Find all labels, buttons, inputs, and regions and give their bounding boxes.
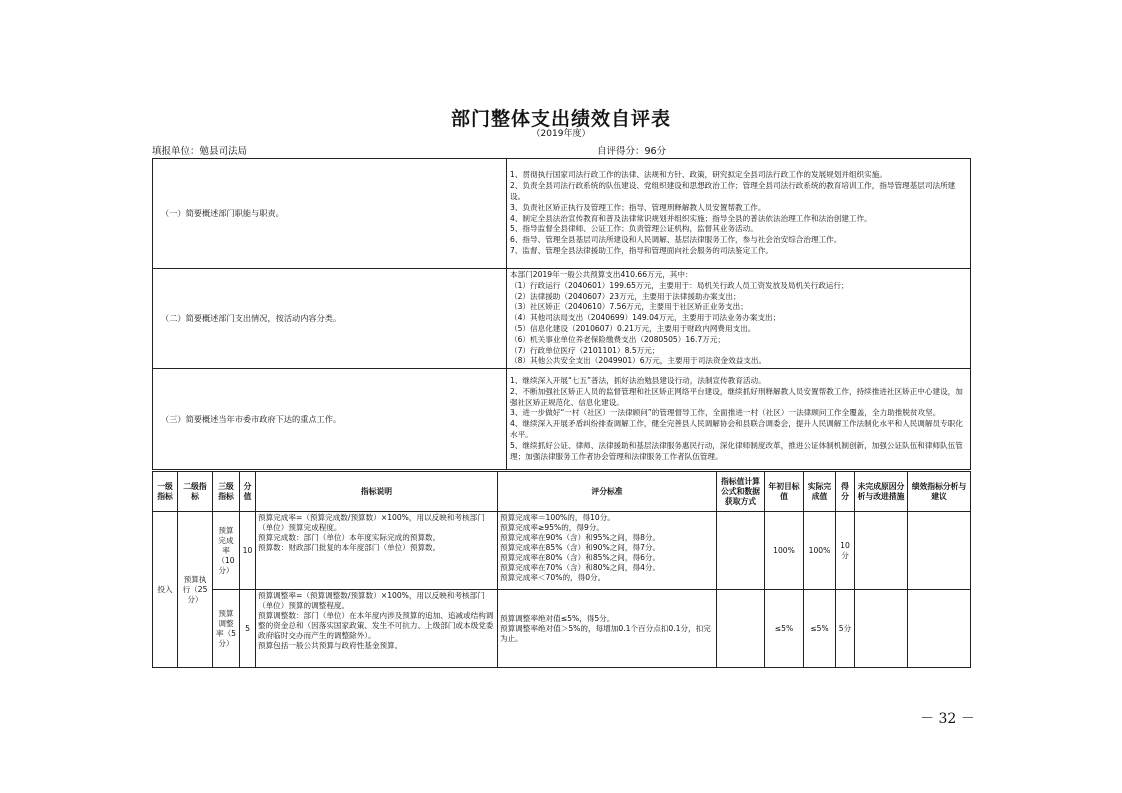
header-score: 得分	[836, 472, 855, 512]
header-level3: 三级指标	[213, 472, 240, 512]
header-level2: 二级指标	[178, 472, 213, 512]
score-cell: 10分	[836, 512, 855, 590]
level2-cell: 预算执行（25分）	[178, 512, 213, 668]
section-content: 1、贯彻执行国家司法行政工作的法律、法规和方针、政策，研究拟定全县司法行政工作的发展规划并组织实施。 2、负责全县司法行政系统的队伍建设、党组织建设和思想政治工作；管理全县司法行政系统的教育培训工作，指导管理基层司法所建设。 3、负责社区矫正执行及管理工作；指导、管理刑释解教人员安置帮教工作。 4、制定全县法治宣传教育和普及法律常识规划并组织实施；指导全县的普法依法治理工作和法治创建工作。 5、指导监督全县律师、公证工作；负责管理公证机构，监督其业务活动。 6、指导、管理全县基层司法所建设和人民调解、基层法律服务工作，参与社会治安综合治理工作。 7、监督、管理全县法律援助工作，指导和管理面向社会服务的司法鉴定工作。	[507, 159, 971, 269]
analysis-cell	[908, 590, 971, 668]
header-weight: 分值	[240, 472, 256, 512]
standard-cell: 预算调整率绝对值≤5%，得5分。 预算调整率绝对值＞5%的，每增加0.1个百分点扣0.1分，扣完为止。	[498, 590, 717, 668]
header-standard: 评分标准	[498, 472, 717, 512]
section-content: 1、继续深入开展“七五”普法，抓好法治勉县建设行动，法制宣传教育活动。 2、不断加强社区矫正人员的监督管理和社区矫正网络平台建设，继续抓好刑释解教人员安置帮教工作，持续推进社区矫正中心建设，加强社区矫正规范化、信息化建设。 3、进一步做好“一村（社区）一法律顾问”的管理督导工作，全面推进一村（社区）一法律顾问工作全覆盖，全力助推脱贫攻坚。 4、继续深入开展矛盾纠纷排查调解工作，健全完善县人民调解协会和县联合调委会，提升人民调解工作法制化水平和人民调解员专职化水平。 5、继续抓好公证、律师、法律援助和基层法律服务惠民行动，深化律师制度改革，推进公证体制机制创新，加强公证队伍和律师队伍管理；加强法律服务工作者协会管理和法律服务工作者队伍管理。	[507, 369, 971, 470]
document-title: 部门整体支出绩效自评表	[450, 108, 671, 130]
method-cell	[717, 590, 765, 668]
section-label: （三）简要概述当年市委市政府下达的重点工作。	[153, 369, 507, 470]
weight-cell: 5	[240, 590, 256, 668]
actual-cell: ≤5%	[804, 590, 836, 668]
document-year: （2019年度）	[531, 129, 591, 139]
header-method: 指标值计算公式和数据获取方式	[717, 472, 765, 512]
header-target: 年初目标值	[765, 472, 804, 512]
level3-cell: 预算完成率（10分）	[213, 512, 240, 590]
weight-cell: 10	[240, 512, 256, 590]
header-actual: 实际完成值	[804, 472, 836, 512]
header-description: 指标说明	[256, 472, 498, 512]
overview-row	[153, 269, 971, 369]
target-cell: ≤5%	[765, 590, 804, 668]
header-analysis: 绩效指标分析与建议	[908, 472, 971, 512]
level1-cell: 投入	[153, 512, 178, 668]
table-row	[153, 590, 971, 668]
header-row	[153, 472, 971, 512]
header-reason: 未完成原因分析与改进措施	[855, 472, 908, 512]
self-score: 自评得分：96分	[597, 146, 667, 157]
overview-row	[153, 159, 971, 269]
overview-row	[153, 369, 971, 470]
section-content: 本部门2019年一般公共预算支出410.66万元，其中： （1）行政运行（2040601）199.65万元，主要用于：局机关行政人员工资发放及局机关行政运行； （2）法律援助（2040607）23万元，主要用于法律援助办案支出； （3）社区矫正（2040610）7.56万元，主要用于社区矫正业务支出； （4）其他司法局支出（2040699）149.04万元，主要用于司法业务办案支出； （5）信息化建设（2010607）0.21万元，主要用于财政内网费用支出。 （6）机关事业单位养老保险缴费支出（2080505）16.7万元； （7）行政单位医疗（2101101）8.5万元； （8）其他公共安全支出（2049901）6万元，主要用于司法资金效益支出。	[507, 269, 971, 369]
indicator-table	[152, 471, 971, 668]
method-cell	[717, 512, 765, 590]
analysis-cell	[908, 512, 971, 590]
score-cell: 5分	[836, 590, 855, 668]
page-number: － 32 －	[920, 711, 975, 727]
reason-cell	[855, 590, 908, 668]
overview-table	[152, 158, 971, 470]
header-level1: 一级指标	[153, 472, 178, 512]
section-label: （一）简要概述部门职能与职责。	[153, 159, 507, 269]
actual-cell: 100%	[804, 512, 836, 590]
reason-cell	[855, 512, 908, 590]
target-cell: 100%	[765, 512, 804, 590]
level3-cell: 预算调整率（5分）	[213, 590, 240, 668]
unit-row	[152, 143, 970, 157]
description-cell: 预算调整率=（预算调整数/预算数）×100%，用以反映和考核部门（单位）预算的调整程度。 预算调整数：部门（单位）在本年度内涉及预算的追加、追减或结构调整的资金总和（因落实国家政策、发生不可抗力、上级部门或本级党委政府临时交办而产生的调整除外）。 预算包括一般公共预算与政府性基金预算。	[256, 590, 498, 668]
reporting-unit: 填报单位：勉县司法局	[152, 146, 248, 157]
description-cell: 预算完成率=（预算完成数/预算数）×100%，用以反映和考核部门（单位）预算完成程度。 预算完成数：部门（单位）本年度实际完成的预算数。 预算数：财政部门批复的本年度部门（单位）预算数。	[256, 512, 498, 590]
table-row	[153, 512, 971, 590]
section-label: （二）简要概述部门支出情况，按活动内容分类。	[153, 269, 507, 369]
standard-cell: 预算完成率＝100%的，得10分。 预算完成率≥95%的，得9分。 预算完成率在90%（含）和95%之间，得8分。 预算完成率在85%（含）和90%之间，得7分。 预算完成率在80%（含）和85%之间，得6分。 预算完成率在70%（含）和80%之间，得4分。 预算完成率＜70%的，得0分。	[498, 512, 717, 590]
